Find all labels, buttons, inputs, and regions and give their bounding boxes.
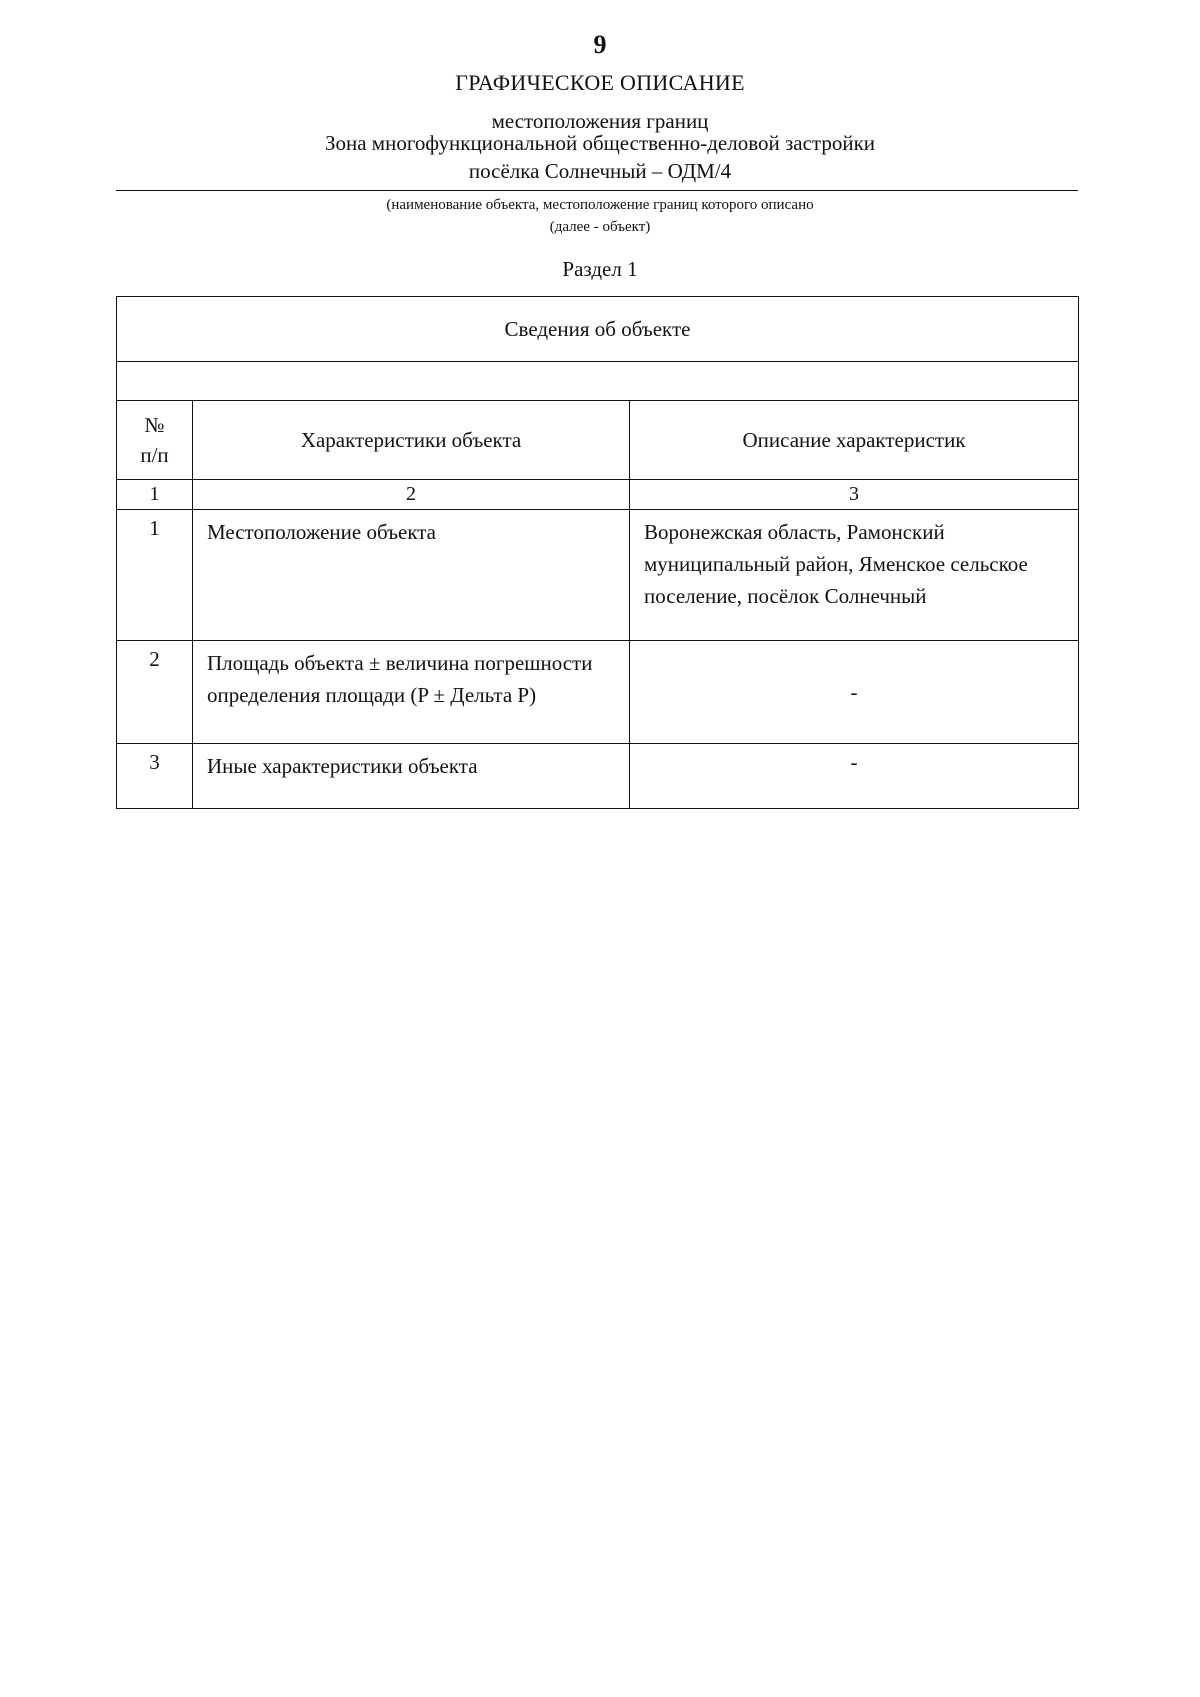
table-heading-row <box>117 297 1079 362</box>
table-row <box>117 641 1079 744</box>
row-description: - <box>630 641 1079 744</box>
page-number: 9 <box>593 30 607 59</box>
table-empty-cell <box>117 362 1079 401</box>
object-info-table <box>116 296 1079 809</box>
row-description: Воронежская область, Рамонский муниципальный район, Яменское сельское поселение, посёлок Солнечный <box>630 510 1079 641</box>
table-column-number-row <box>117 480 1079 510</box>
column-number-2: 2 <box>193 480 630 510</box>
row-number: 3 <box>117 744 193 809</box>
column-number-3: 3 <box>630 480 1079 510</box>
document-title: ГРАФИЧЕСКОЕ ОПИСАНИЕ <box>455 70 745 95</box>
table-column-header-row <box>117 401 1079 480</box>
title-underline <box>116 190 1078 191</box>
table-heading: Сведения об объекте <box>117 297 1079 362</box>
subtitle-block <box>0 110 1200 182</box>
subtitle-line-1: местоположения границ <box>491 109 709 133</box>
column-header-num <box>117 401 193 480</box>
section-label: Раздел 1 <box>562 257 638 281</box>
row-number: 1 <box>117 510 193 641</box>
caption <box>0 194 1200 238</box>
table-row <box>117 510 1079 641</box>
row-description: - <box>630 744 1079 809</box>
table-empty-row <box>117 362 1079 401</box>
table-row <box>117 744 1079 809</box>
column-header-num-line2: п/п <box>140 443 169 467</box>
caption-line-2: (далее - объект) <box>549 219 651 235</box>
row-characteristic: Иные характеристики объекта <box>193 744 630 809</box>
subtitle-line-2: Зона многофункциональной общественно-деловой застройки <box>324 131 876 155</box>
caption-line-1: (наименование объекта, местоположение границ которого описано <box>386 197 814 213</box>
subtitle-line-3: посёлка Солнечный – ОДМ/4 <box>468 159 732 183</box>
row-characteristic: Местоположение объекта <box>193 510 630 641</box>
column-header-num-line1: № <box>144 413 165 437</box>
column-header-description: Описание характеристик <box>630 401 1079 480</box>
column-number-1: 1 <box>117 480 193 510</box>
column-header-characteristics: Характеристики объекта <box>193 401 630 480</box>
row-number: 2 <box>117 641 193 744</box>
row-characteristic: Площадь объекта ± величина погрешности определения площади (P ± Дельта P) <box>193 641 630 744</box>
